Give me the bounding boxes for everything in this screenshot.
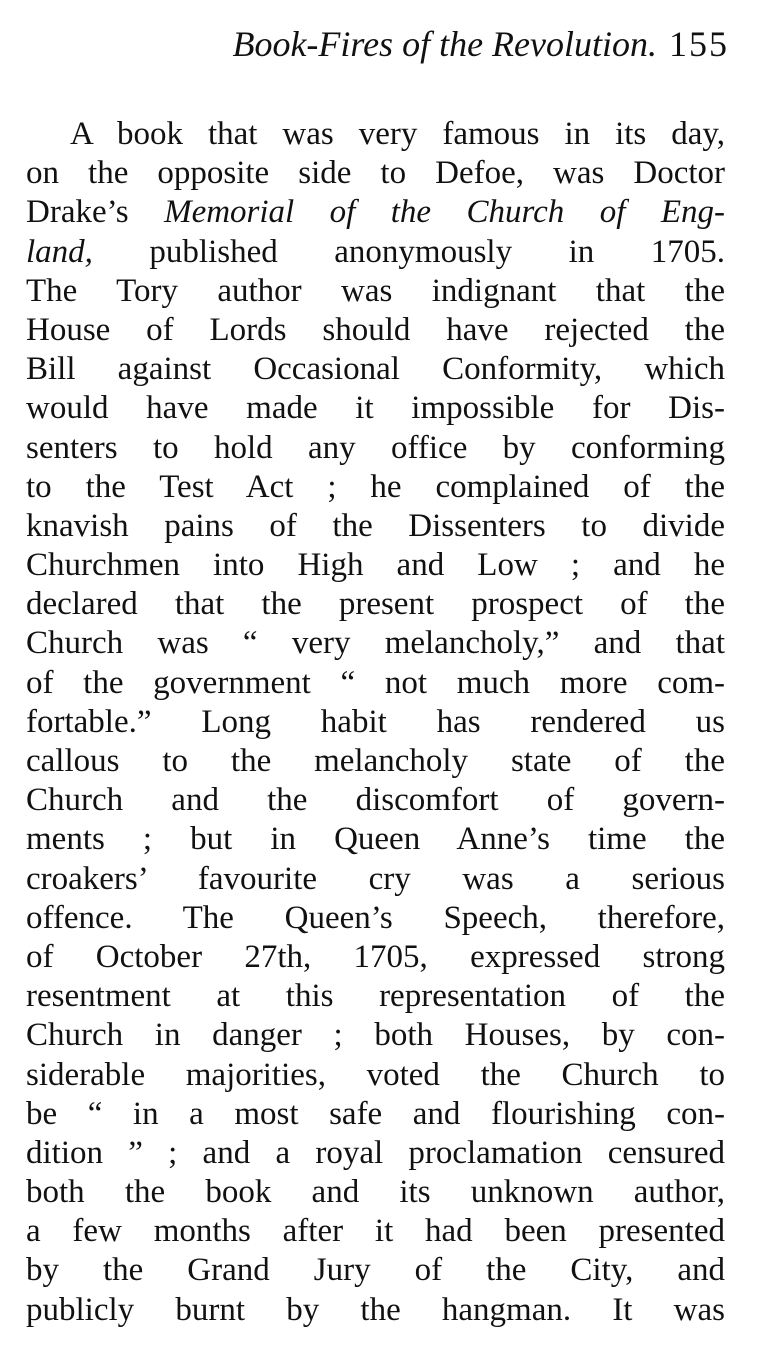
italic-book-title: land, [26,233,93,270]
text-line: would have made it impossible for Dis- [26,390,725,427]
text-line [26,233,725,272]
text-line: The Tory author was indignant that the [26,272,725,309]
body-paragraph [26,115,725,1330]
text-line: a few months after it had been presented [26,1213,725,1250]
text-line: of October 27th, 1705, expressed strong [26,938,725,975]
text-line: knavish pains of the Dissenters to divide [26,507,725,544]
text-line: publicly burnt by the hangman. It was [26,1291,725,1328]
italic-book-title: Memorial of the Church of Eng- [164,194,725,231]
text-line: to the Test Act ; he complained of the [26,468,725,505]
text-line: dition ” ; and a royal proclamation censured [26,1134,725,1171]
text-line: resentment at this representation of the [26,978,725,1015]
text-line: by the Grand Jury of the City, and [26,1252,725,1289]
text-line: Church was “ very melancholy,” and that [26,625,725,662]
page-number: 155 [669,24,729,64]
text-line: House of Lords should have rejected the [26,311,725,348]
text-line: ments ; but in Queen Anne’s time the [26,821,725,858]
text-segment: Drake’s [26,194,165,231]
text-line: A book that was very famous in its day, [70,116,725,152]
text-line: Church and the discomfort of govern- [26,782,725,819]
text-line: siderable majorities, voted the Church to [26,1056,725,1093]
text-line: Church in danger ; both Houses, by con- [26,1017,725,1054]
running-head [100,22,729,66]
text-line [26,193,725,232]
text-line: senters to hold any office by conforming [26,429,725,466]
text-line: Churchmen into High and Low ; and he [26,547,725,584]
text-line: be “ in a most safe and flourishing con- [26,1095,725,1132]
running-head-title: Book-Fires of the Revolution. [232,24,657,64]
text-line: croakers’ favourite cry was a serious [26,860,725,897]
text-line: Bill against Occasional Conformity, which [26,351,725,388]
text-line: on the opposite side to Defoe, was Doctor [26,155,725,192]
text-line: fortable.” Long habit has rendered us [26,703,725,740]
text-line: declared that the present prospect of the [26,586,725,623]
text-segment: published anonymously in 1705. [92,233,725,270]
text-line: of the government “ not much more com- [26,664,725,701]
text-line: callous to the melancholy state of the [26,743,725,779]
text-line: offence. The Queen’s Speech, therefore, [26,899,725,936]
text-line: both the book and its unknown author, [26,1174,725,1211]
